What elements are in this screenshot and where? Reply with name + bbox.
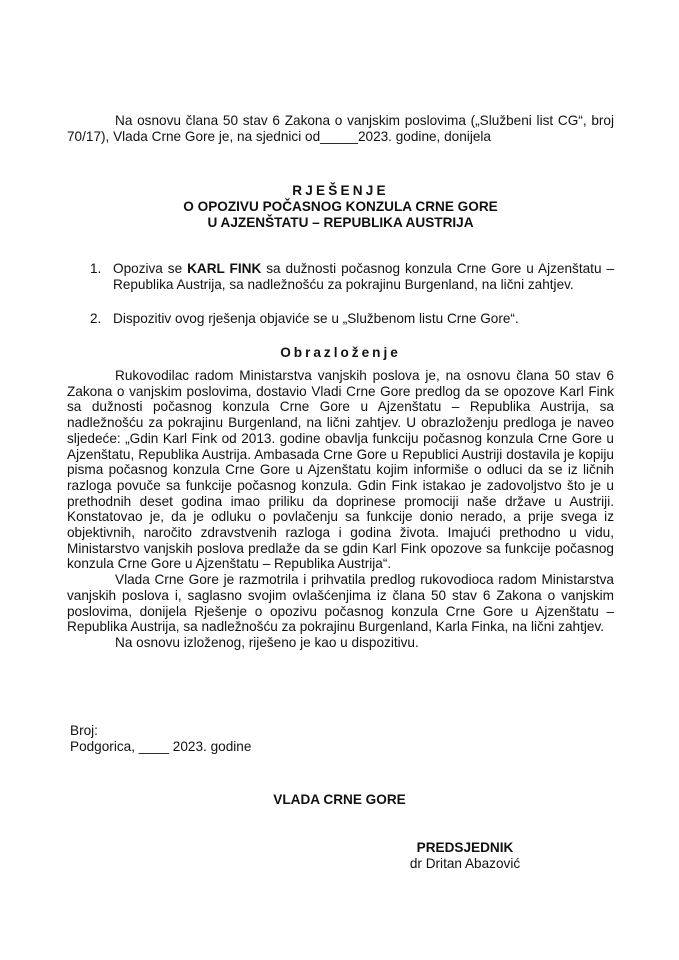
- dispositive-item-1: [90, 261, 614, 292]
- item-number: 1.: [90, 261, 102, 276]
- issuer: VLADA CRNE GORE: [273, 792, 406, 807]
- reasoning-paragraph-1: Rukovodilac radom Ministarstva vanjskih poslova je, na osnovu člana 50 stav 6 Zakona o vanjskim poslovima, dostavio Vladi Crne Gore predlog da se opozove Karl Fink sa dužnosti počasnog konzula Crne Gore u Ajzenštatu – Republika Austrija, sa nadležnošću za pokrajinu Burgenland, na lični zahtjev. U obrazloženju predloga je naveo sljedeće: „Gdin Karl Fink od 2013. godine obavlja funkciju počasnog konzula Crne Gore u Ajzenštatu, Republika Austrija. Ambasada Crne Gore u Republici Austriji dostavila je kopiju pisma počasnog konzula Crne Gore u Ajzenštatu kojim informiše o odluci da se iz ličnih razloga povuče sa funkcije počasnog konzula. Gdin Fink istakao je zadovoljstvo što je u prethodnih deset godina imao priliku da doprinese promociji naše države u Austriji. Konstatovao je, da je odluku o povlačenju sa funkcije donio nerado, a prije svega iz objektivnih, naročito zdravstvenih razloga i godina života. Imajući prethodno u vidu, Ministarstvo vanjskih poslova predlaže da se gdin Karl Fink opozove sa funkcije počasnog konzula Crne Gore u Ajzenštatu – Republika Austrija“.: [67, 368, 614, 572]
- item-number: 2.: [90, 311, 102, 326]
- intro-paragraph: Na osnovu člana 50 stav 6 Zakona o vanjskim poslovima („Službeni list CG“, broj 70/17), Vlada Crne Gore je, na sjednici od_____2023. godine, donijela: [67, 113, 614, 144]
- place-date: Podgorica, ____ 2023. godine: [70, 739, 252, 754]
- document-title: [67, 183, 614, 230]
- dispositive-item-2: [90, 311, 614, 327]
- item-text-suffix: sa dužnosti počasnog konzula Crne Gore u Ajzenštatu – Republika Austrija, sa nadležnošću za pokrajinu Burgenland, na lični zahtjev.: [113, 261, 615, 292]
- document-number-label: Broj:: [70, 723, 98, 738]
- title-line-3: U AJZENŠTATU – REPUBLIKA AUSTRIJA: [207, 214, 474, 230]
- consul-name: KARL FINK: [187, 261, 262, 276]
- title-main: RJEŠENJE: [292, 183, 389, 198]
- signatory-name: dr Dritan Abazović: [409, 856, 521, 871]
- signatory-title: PREDSJEDNIK: [416, 840, 514, 855]
- reasoning-paragraph-2: Vlada Crne Gore je razmotrila i prihvatila predlog rukovodioca radom Ministarstva vanjskih poslova i, saglasno svojim ovlašćenjima iz člana 50 stav 6 Zakona o vanjskim poslovima, donijela Rješenje o opozivu počasnog konzula Crne Gore u Ajzenštatu – Republika Austrija, sa nadležnošću za pokrajinu Burgenland, Karla Finka, na lični zahtjev.: [67, 572, 614, 635]
- reasoning-paragraph-3: Na osnovu izloženog, riješeno je kao u dispozitivu.: [115, 634, 419, 650]
- title-line-2: O OPOZIVU POČASNOG KONZULA CRNE GORE: [183, 198, 498, 214]
- reasoning-body: [67, 368, 614, 651]
- item-text-prefix: Opoziva se: [113, 261, 188, 276]
- item-text: Dispozitiv ovog rješenja objaviće se u „Službenom listu Crne Gore“.: [113, 311, 519, 326]
- reasoning-heading: Obrazloženje: [280, 345, 401, 360]
